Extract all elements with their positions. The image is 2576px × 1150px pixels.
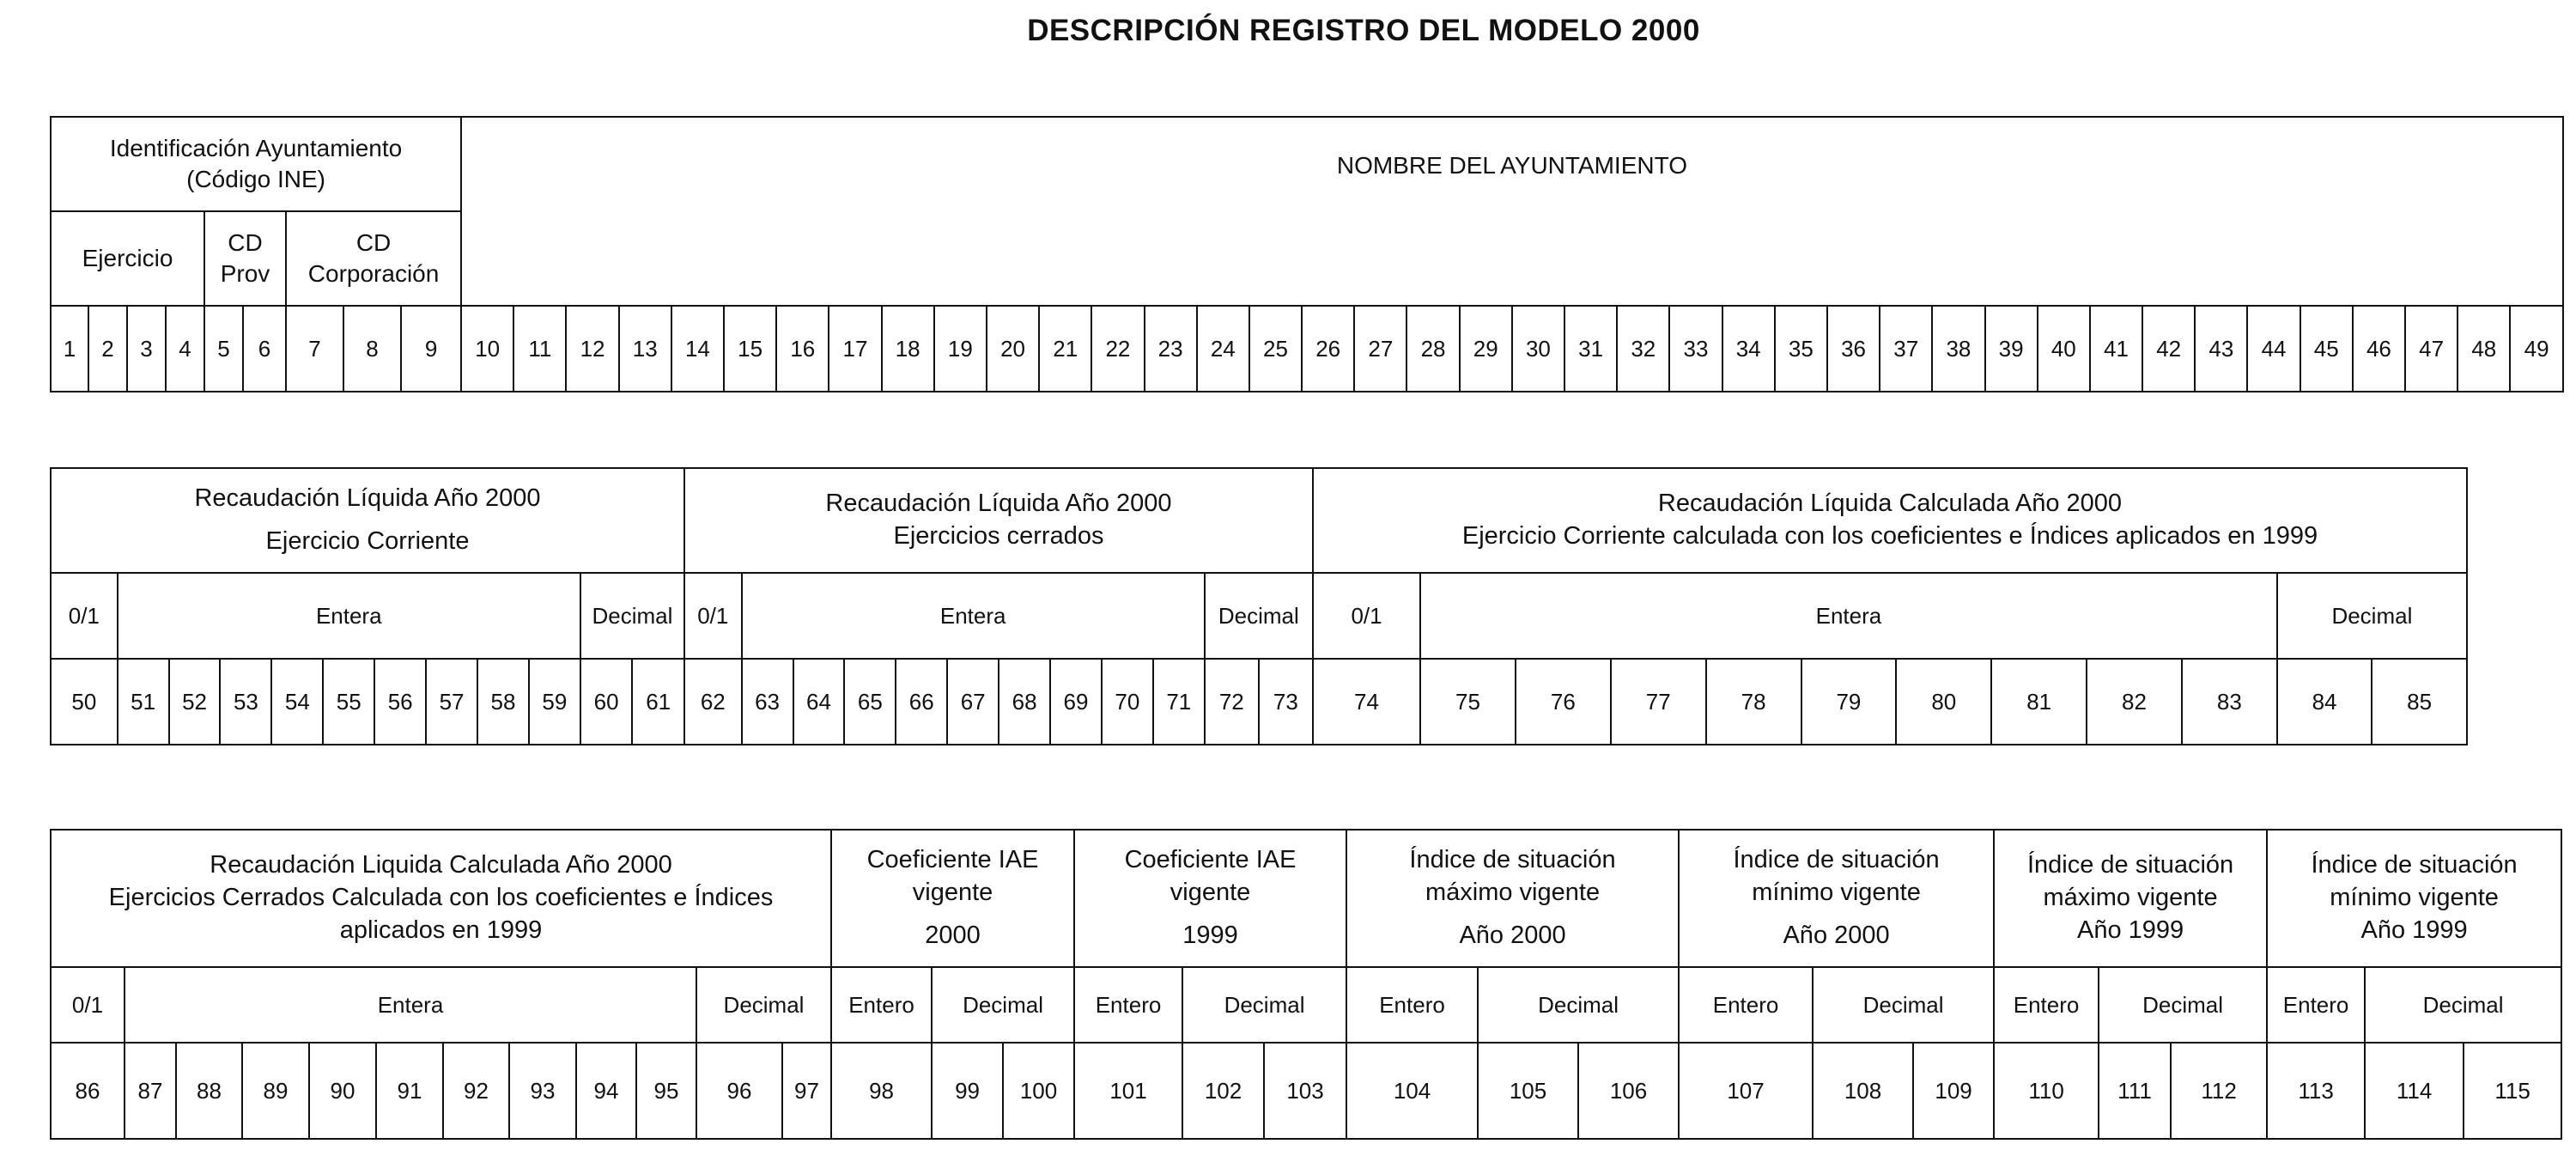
position-cell: 64 [793, 659, 845, 745]
position-cell: 96 [696, 1043, 782, 1139]
position-cell: 106 [1578, 1043, 1679, 1139]
position-cell: 39 [1985, 306, 2038, 392]
position-cell: 41 [2090, 306, 2142, 392]
position-cell: 83 [2182, 659, 2277, 745]
position-cell: 20 [987, 306, 1039, 392]
position-cell: 113 [2267, 1043, 2365, 1139]
position-cell: 32 [1617, 306, 1669, 392]
position-cell: 50 [51, 659, 118, 745]
coef-iae-1999-header: Coeficiente IAE vigente 1999 [1074, 830, 1346, 967]
entero-label: Entero [1074, 967, 1182, 1043]
position-cell: 82 [2087, 659, 2182, 745]
position-cell: 91 [376, 1043, 443, 1139]
position-cell: 7 [286, 306, 343, 392]
positions-row [51, 659, 2467, 745]
position-cell: 76 [1516, 659, 1611, 745]
identification-table [50, 116, 2564, 392]
decimal-label: Decimal [1813, 967, 1994, 1043]
position-cell: 17 [829, 306, 881, 392]
entera-label: Entera [742, 573, 1205, 659]
position-cell: 75 [1420, 659, 1516, 745]
id-ayuntamiento-header: Identificación Ayuntamiento (Código INE) [51, 117, 461, 211]
position-cell: 84 [2277, 659, 2372, 745]
position-cell: 86 [51, 1043, 125, 1139]
position-cell: 74 [1313, 659, 1420, 745]
position-cell: 60 [580, 659, 633, 745]
document-title: DESCRIPCIÓN REGISTRO DEL MODELO 2000 [1027, 14, 1700, 47]
position-cell: 92 [443, 1043, 509, 1139]
position-cell: 110 [1994, 1043, 2099, 1139]
position-cell: 33 [1669, 306, 1722, 392]
position-cell: 112 [2171, 1043, 2267, 1139]
position-cell: 8 [343, 306, 401, 392]
position-cell: 21 [1039, 306, 1091, 392]
ejercicio-header: Ejercicio [51, 211, 204, 306]
position-cell: 109 [1913, 1043, 1994, 1139]
position-cell: 94 [576, 1043, 636, 1139]
recaudacion-table [50, 467, 2468, 745]
position-cell: 27 [1354, 306, 1406, 392]
decimal-label: Decimal [580, 573, 684, 659]
position-cell: 34 [1722, 306, 1775, 392]
position-cell: 99 [932, 1043, 1003, 1139]
position-cell: 53 [220, 659, 271, 745]
position-cell: 85 [2372, 659, 2467, 745]
position-cell: 14 [671, 306, 724, 392]
position-cell: 29 [1460, 306, 1512, 392]
position-cell: 30 [1512, 306, 1564, 392]
position-cell: 3 [127, 306, 166, 392]
entera-label: Entera [125, 967, 696, 1043]
position-cell: 93 [509, 1043, 576, 1139]
entera-label: Entera [118, 573, 580, 659]
position-cell: 73 [1259, 659, 1313, 745]
position-cell: 5 [204, 306, 243, 392]
position-cell: 52 [169, 659, 221, 745]
block-recaudacion-corriente-header: Recaudación Líquida Año 2000 Ejercicio Corriente [51, 468, 684, 573]
position-cell: 18 [882, 306, 934, 392]
position-cell: 67 [947, 659, 999, 745]
position-cell: 10 [461, 306, 513, 392]
position-cell: 35 [1775, 306, 1827, 392]
position-cell: 63 [742, 659, 793, 745]
indice-max-1999-header: Índice de situación máximo vigente Año 1999 [1994, 830, 2267, 967]
position-cell: 105 [1478, 1043, 1578, 1139]
position-cell: 55 [323, 659, 374, 745]
position-cell: 42 [2142, 306, 2195, 392]
position-cell: 51 [118, 659, 169, 745]
position-cell: 31 [1564, 306, 1617, 392]
position-cell: 98 [831, 1043, 932, 1139]
position-cell: 56 [374, 659, 426, 745]
position-cell: 13 [619, 306, 671, 392]
position-cell: 2 [88, 306, 127, 392]
position-cell: 114 [2365, 1043, 2464, 1139]
position-cell: 36 [1827, 306, 1880, 392]
position-cell: 77 [1611, 659, 1706, 745]
coef-iae-2000-header: Coeficiente IAE vigente 2000 [831, 830, 1074, 967]
indice-min-2000-header: Índice de situación mínimo vigente Año 2000 [1679, 830, 1994, 967]
position-cell: 37 [1880, 306, 1932, 392]
decimal-label: Decimal [1182, 967, 1346, 1043]
flag-label: 0/1 [1313, 573, 1420, 659]
position-cell: 62 [684, 659, 742, 745]
position-cell: 95 [636, 1043, 696, 1139]
decimal-label: Decimal [1205, 573, 1313, 659]
block-recaudacion-calculada-header: Recaudación Líquida Calculada Año 2000 Ejercicio Corriente calculada con los coeficientes e Índices aplicados en 1999 [1313, 468, 2467, 573]
decimal-label: Decimal [2277, 573, 2467, 659]
position-cell: 15 [724, 306, 776, 392]
positions-row [51, 306, 2563, 392]
position-cell: 22 [1091, 306, 1144, 392]
position-cell: 12 [566, 306, 618, 392]
position-cell: 108 [1813, 1043, 1913, 1139]
entero-label: Entero [1346, 967, 1478, 1043]
position-cell: 71 [1153, 659, 1205, 745]
position-cell: 38 [1932, 306, 1984, 392]
position-cell: 45 [2300, 306, 2353, 392]
position-cell: 115 [2464, 1043, 2561, 1139]
indice-max-2000-header: Índice de situación máximo vigente Año 2000 [1346, 830, 1679, 967]
position-cell: 79 [1801, 659, 1897, 745]
position-cell: 9 [401, 306, 461, 392]
entero-label: Entero [1994, 967, 2099, 1043]
position-cell: 97 [782, 1043, 831, 1139]
position-cell: 24 [1197, 306, 1249, 392]
nombre-ayuntamiento-header: NOMBRE DEL AYUNTAMIENTO [461, 117, 2563, 306]
position-cell: 1 [51, 306, 88, 392]
position-cell: 6 [243, 306, 286, 392]
position-cell: 100 [1003, 1043, 1074, 1139]
block-recaudacion-cerrados-calculada-header: Recaudación Liquida Calculada Año 2000 Ejercicios Cerrados Calculada con los coeficientes e Índices aplicados en 1999 [51, 830, 831, 967]
position-cell: 87 [125, 1043, 176, 1139]
positions-row [51, 1043, 2561, 1139]
position-cell: 68 [999, 659, 1050, 745]
position-cell: 107 [1679, 1043, 1813, 1139]
position-cell: 23 [1145, 306, 1197, 392]
position-cell: 70 [1102, 659, 1153, 745]
position-cell: 88 [176, 1043, 242, 1139]
decimal-label: Decimal [2099, 967, 2267, 1043]
position-cell: 69 [1050, 659, 1102, 745]
position-cell: 28 [1406, 306, 1459, 392]
position-cell: 43 [2195, 306, 2247, 392]
position-cell: 61 [632, 659, 684, 745]
entero-label: Entero [831, 967, 932, 1043]
position-cell: 4 [166, 306, 204, 392]
position-cell: 16 [776, 306, 829, 392]
position-cell: 72 [1205, 659, 1259, 745]
position-cell: 26 [1302, 306, 1354, 392]
position-cell: 102 [1182, 1043, 1264, 1139]
position-cell: 89 [242, 1043, 309, 1139]
decimal-label: Decimal [1478, 967, 1679, 1043]
decimal-label: Decimal [932, 967, 1074, 1043]
decimal-label: Decimal [2365, 967, 2561, 1043]
position-cell: 90 [309, 1043, 376, 1139]
entero-label: Entero [1679, 967, 1813, 1043]
position-cell: 103 [1264, 1043, 1346, 1139]
position-cell: 58 [477, 659, 529, 745]
decimal-label: Decimal [696, 967, 831, 1043]
position-cell: 80 [1896, 659, 1991, 745]
block-recaudacion-cerrados-header: Recaudación Líquida Año 2000 Ejercicios cerrados [684, 468, 1313, 573]
position-cell: 65 [844, 659, 896, 745]
position-cell: 54 [271, 659, 323, 745]
position-cell: 81 [1991, 659, 2087, 745]
cd-prov-header: CD Prov [204, 211, 286, 306]
position-cell: 104 [1346, 1043, 1478, 1139]
entero-label: Entero [2267, 967, 2365, 1043]
flag-label: 0/1 [684, 573, 742, 659]
coeficientes-table [50, 829, 2562, 1140]
position-cell: 57 [426, 659, 477, 745]
position-cell: 11 [513, 306, 566, 392]
position-cell: 78 [1706, 659, 1801, 745]
position-cell: 111 [2099, 1043, 2171, 1139]
flag-label: 0/1 [51, 967, 125, 1043]
position-cell: 48 [2458, 306, 2510, 392]
position-cell: 101 [1074, 1043, 1182, 1139]
flag-label: 0/1 [51, 573, 118, 659]
position-cell: 46 [2353, 306, 2405, 392]
position-cell: 44 [2247, 306, 2300, 392]
entera-label: Entera [1420, 573, 2277, 659]
indice-min-1999-header: Índice de situación mínimo vigente Año 1999 [2267, 830, 2561, 967]
position-cell: 66 [896, 659, 947, 745]
position-cell: 47 [2405, 306, 2458, 392]
position-cell: 49 [2510, 306, 2562, 392]
position-cell: 25 [1249, 306, 1302, 392]
position-cell: 59 [529, 659, 580, 745]
position-cell: 40 [2038, 306, 2090, 392]
position-cell: 19 [934, 306, 987, 392]
cd-corporacion-header: CD Corporación [286, 211, 461, 306]
